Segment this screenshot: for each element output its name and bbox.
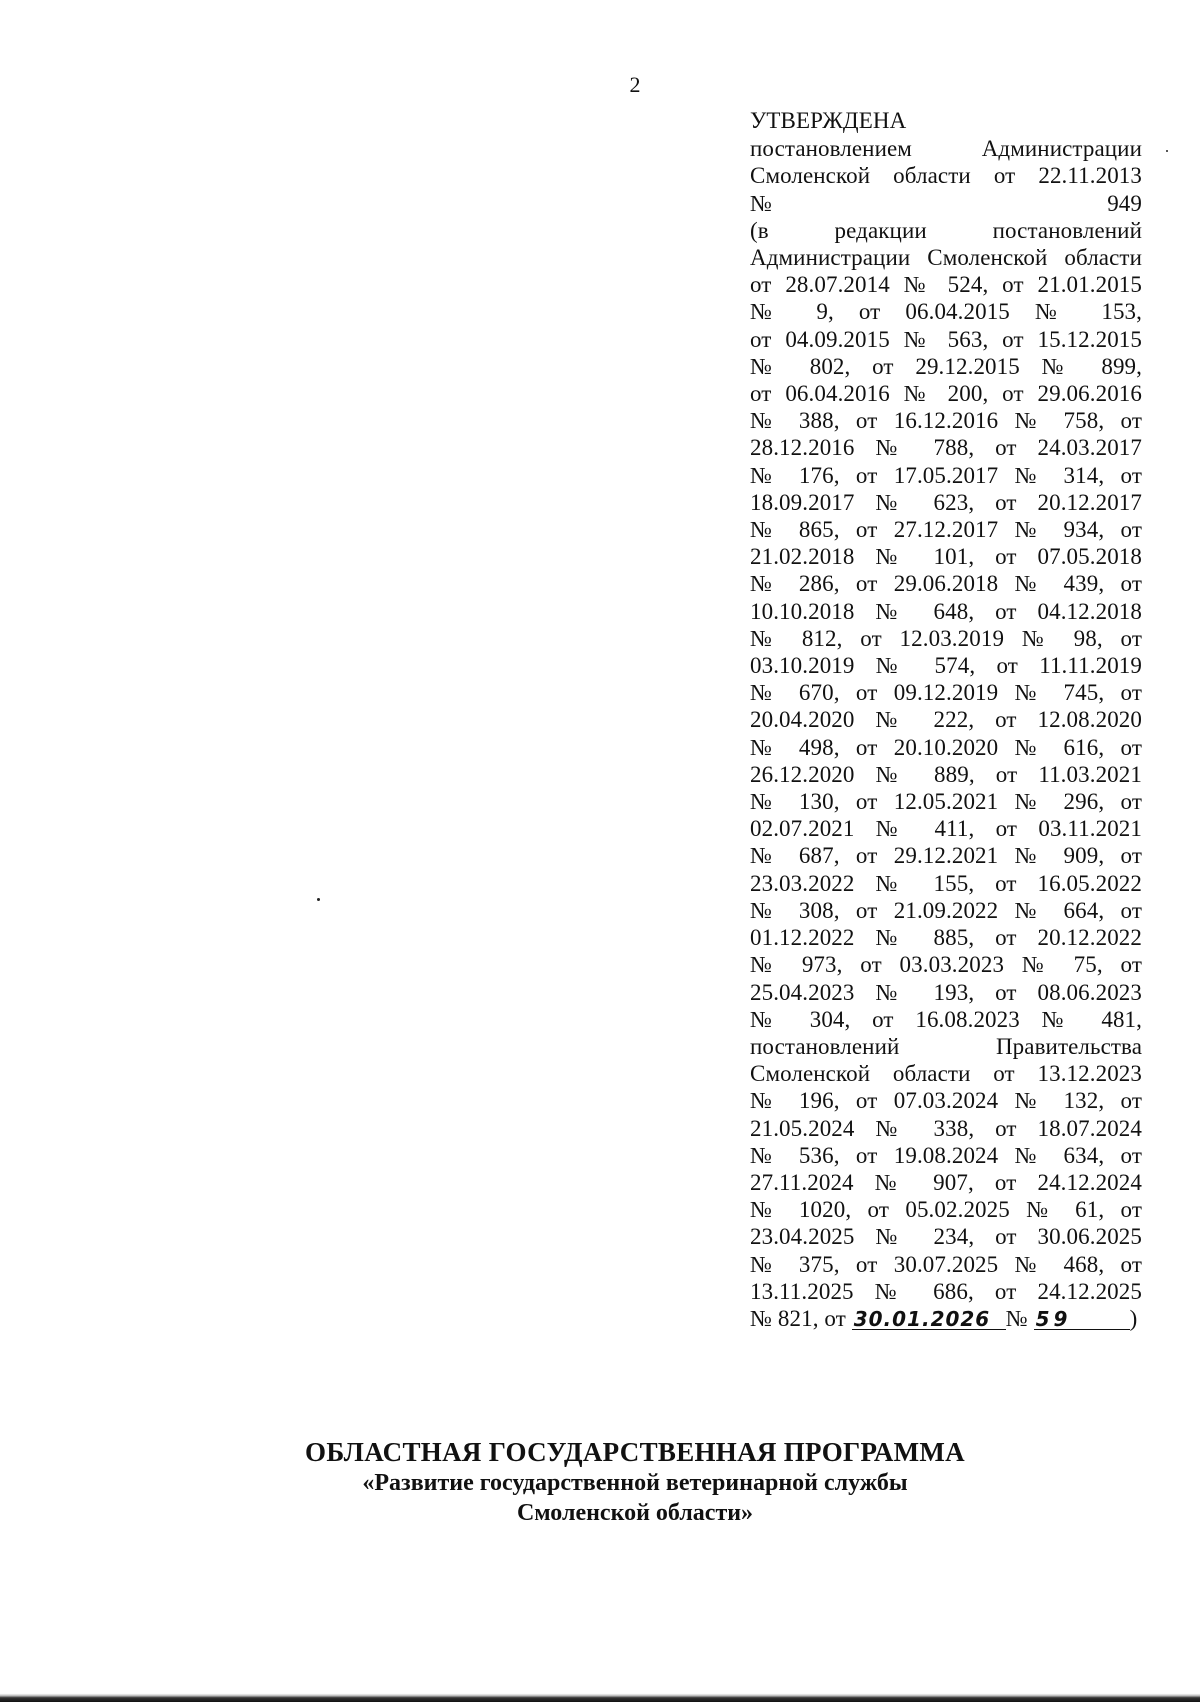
scan-speck [317, 898, 320, 901]
closing-parenthesis: ) [1129, 1305, 1138, 1331]
amendment-line: от 28.07.2014 № 524, от 21.01.2015 [750, 272, 1142, 298]
amendment-line: № 973, от 03.03.2023 № 75, от [750, 952, 1142, 978]
amendment-line: № 812, от 12.03.2019 № 98, от [750, 625, 1142, 651]
amendment-line: 18.09.2017 № 623, от 20.12.2017 [750, 489, 1142, 515]
amendment-line: 10.10.2018 № 648, от 04.12.2018 [750, 598, 1142, 624]
amendment-line: № 130, от 12.05.2021 № 296, от [750, 789, 1142, 815]
amendment-line: № 1020, от 05.02.2025 № 61, от [750, 1197, 1142, 1223]
page-number: 2 [629, 72, 641, 97]
approval-heading: УТВЕРЖДЕНА [750, 108, 907, 133]
amendment-line: № 949 [750, 190, 1142, 216]
amendment-line: от 06.04.2016 № 200, от 29.06.2016 [750, 381, 1142, 407]
amendment-line: постановлением Администрации [750, 136, 1142, 162]
amendment-line: Администрации Смоленской области [750, 245, 1142, 271]
amendment-line: 28.12.2016 № 788, от 24.03.2017 [750, 435, 1142, 461]
handwritten-date: 30.01.2026 [852, 1309, 1006, 1330]
amendment-line: № 388, от 16.12.2016 № 758, от [750, 408, 1142, 434]
amendment-line: 23.03.2022 № 155, от 16.05.2022 [750, 870, 1142, 896]
amendment-line: 27.11.2024 № 907, от 24.12.2024 [750, 1169, 1142, 1195]
number-sign: № [1005, 1305, 1028, 1331]
amendment-line: от 04.09.2015 № 563, от 15.12.2015 [750, 326, 1142, 352]
amendment-line: 21.02.2018 № 101, от 07.05.2018 [750, 544, 1142, 570]
amendment-line: Смоленской области от 13.12.2023 [750, 1061, 1142, 1087]
program-title: ОБЛАСТНАЯ ГОСУДАРСТВЕННАЯ ПРОГРАММА [305, 1437, 965, 1467]
approval-stamp [750, 107, 1142, 1332]
amendment-line: № 865, от 27.12.2017 № 934, от [750, 517, 1142, 543]
amendment-line: 03.10.2019 № 574, от 11.11.2019 [750, 653, 1142, 679]
amendment-line: 26.12.2020 № 889, от 11.03.2021 [750, 761, 1142, 787]
handwritten-number: 59 [1034, 1309, 1130, 1330]
amendment-line: Смоленской области от 22.11.2013 [750, 163, 1142, 189]
amendment-line: № 498, от 20.10.2020 № 616, от [750, 734, 1142, 760]
amendment-line: 02.07.2021 № 411, от 03.11.2021 [750, 816, 1142, 842]
amendment-line: 13.11.2025 № 686, от 24.12.2025 [750, 1278, 1142, 1304]
amendment-line: № 176, от 17.05.2017 № 314, от [750, 462, 1142, 488]
amendment-line: № 308, от 21.09.2022 № 664, от [750, 897, 1142, 923]
amendment-line: 01.12.2022 № 885, от 20.12.2022 [750, 925, 1142, 951]
scan-speck [1166, 150, 1168, 152]
amendment-line: № 670, от 09.12.2019 № 745, от [750, 680, 1142, 706]
last-amendment-prefix: № 821, от [750, 1305, 846, 1331]
amendment-line: № 375, от 30.07.2025 № 468, от [750, 1251, 1142, 1277]
scan-bottom-edge [0, 1688, 1200, 1702]
amendment-line: № 304, от 16.08.2023 № 481, [750, 1006, 1142, 1032]
program-subtitle-line-2: Смоленской области» [516, 1500, 754, 1526]
amendment-line: № 687, от 29.12.2021 № 909, от [750, 843, 1142, 869]
amendment-line: № 286, от 29.06.2018 № 439, от [750, 571, 1142, 597]
amendment-line: № 196, от 07.03.2024 № 132, от [750, 1088, 1142, 1114]
amendment-line: 21.05.2024 № 338, от 18.07.2024 [750, 1115, 1142, 1141]
amendment-line: 25.04.2023 № 193, от 08.06.2023 [750, 979, 1142, 1005]
program-title-block [0, 1436, 1200, 1528]
amendment-line: № 536, от 19.08.2024 № 634, от [750, 1142, 1142, 1168]
amendment-list [750, 135, 1142, 1305]
amendment-line: (в редакции постановлений [750, 217, 1142, 243]
amendment-line: № 9, от 06.04.2015 № 153, [750, 299, 1142, 325]
amendment-line: 23.04.2025 № 234, от 30.06.2025 [750, 1224, 1142, 1250]
program-subtitle-line-1: «Развитие государственной ветеринарной службы [362, 1470, 908, 1496]
last-amendment-line [750, 1305, 1142, 1332]
amendment-line: постановлений Правительства [750, 1033, 1142, 1059]
amendment-line: 20.04.2020 № 222, от 12.08.2020 [750, 707, 1142, 733]
amendment-line: № 802, от 29.12.2015 № 899, [750, 353, 1142, 379]
